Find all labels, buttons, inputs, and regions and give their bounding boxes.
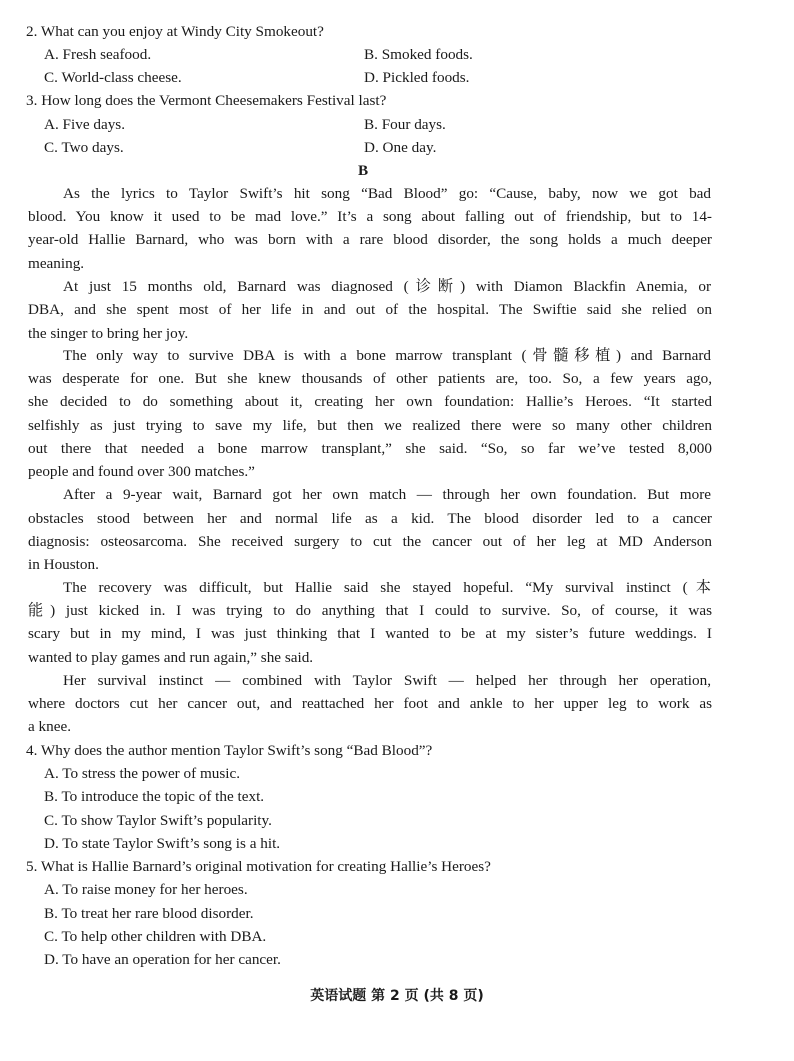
question-3-option-d: D. One day. <box>364 139 437 156</box>
question-2-stem: 2. What can you enjoy at Windy City Smokeout? <box>26 23 324 40</box>
page-footer: 英语试题 第 2 页 (共 8 页) <box>310 988 484 1004</box>
passage-line: obstacles stood between her and normal life as a kid. The blood disorder led to a cancer <box>28 510 712 527</box>
passage-line: scary but in my mind, I was just thinking that I wanted to be at my sister’s future weddings. I <box>28 625 712 642</box>
question-2-option-d: D. Pickled foods. <box>364 69 470 86</box>
question-4-option-c: C. To show Taylor Swift’s popularity. <box>44 812 272 829</box>
question-5-stem: 5. What is Hallie Barnard’s original motivation for creating Hallie’s Heroes? <box>26 858 491 875</box>
passage-line: wanted to play games and run again,” she said. <box>28 649 314 666</box>
passage-line: DBA, and she spent most of her life in and out of the hospital. The Swiftie said she relied on <box>28 301 712 318</box>
passage-line: she decided to do something about it, creating her own foundation: Hallie’s Heroes. “It started <box>28 393 712 410</box>
question-2-option-a: A. Fresh seafood. <box>44 46 152 63</box>
passage-line: a knee. <box>28 718 72 735</box>
passage-line: After a 9-year wait, Barnard got her own match — through her own foundation. But more <box>63 486 711 503</box>
question-3-option-b: B. Four days. <box>364 116 446 133</box>
passage-line: people and found over 300 matches.” <box>28 463 255 480</box>
question-2-option-c: C. World-class cheese. <box>44 69 182 86</box>
question-3-option-c: C. Two days. <box>44 139 124 156</box>
question-5-option-b: B. To treat her rare blood disorder. <box>44 905 254 922</box>
question-4-option-d: D. To state Taylor Swift’s song is a hit. <box>44 835 281 852</box>
passage-line: At just 15 months old, Barnard was diagnosed (诊断) with Diamon Blackfin Anemia, or <box>63 278 711 295</box>
passage-line: meaning. <box>28 255 85 272</box>
passage-line: where doctors cut her cancer out, and reattached her foot and ankle to her upper leg to work as <box>28 695 712 712</box>
passage-line: was desperate for one. But she knew thousands of other patients are, too. So, a few years ago, <box>28 370 712 387</box>
passage-line: The recovery was difficult, but Hallie said she stayed hopeful. “My survival instinct (本 <box>63 579 711 596</box>
passage-line: The only way to survive DBA is with a bone marrow transplant (骨髓移植) and Barnard <box>63 347 711 364</box>
passage-line: As the lyrics to Taylor Swift’s hit song “Bad Blood” go: “Cause, baby, now we got bad <box>63 185 711 202</box>
passage-line: blood. You know it used to be mad love.” It’s a song about falling out of friendship, but to 14- <box>28 208 712 225</box>
question-5-option-c: C. To help other children with DBA. <box>44 928 267 945</box>
question-4-stem: 4. Why does the author mention Taylor Swift’s song “Bad Blood”? <box>26 742 433 759</box>
question-2-option-b: B. Smoked foods. <box>364 46 473 63</box>
passage-line: selfishly as just trying to save my life, but then we realized there were so many other children <box>28 417 712 434</box>
passage-line: out there that needed a bone marrow transplant,” she said. “So, so far we’ve tested 8,000 <box>28 440 712 457</box>
passage-line: in Houston. <box>28 556 99 573</box>
question-4-option-b: B. To introduce the topic of the text. <box>44 788 265 805</box>
question-5-option-a: A. To raise money for her heroes. <box>44 881 248 898</box>
passage-line: Her survival instinct — combined with Taylor Swift — helped her through her operation, <box>63 672 711 689</box>
passage-line: year-old Hallie Barnard, who was born with a rare blood disorder, the song holds a much deeper <box>28 231 712 248</box>
passage-line: the singer to bring her joy. <box>28 325 189 342</box>
question-5-option-d: D. To have an operation for her cancer. <box>44 951 281 968</box>
section-heading-b: B <box>358 162 369 179</box>
question-4-option-a: A. To stress the power of music. <box>44 765 241 782</box>
question-3-option-a: A. Five days. <box>44 116 125 133</box>
passage-line: diagnosis: osteosarcoma. She received surgery to cut the cancer out of her leg at MD Anderson <box>28 533 712 550</box>
question-3-stem: 3. How long does the Vermont Cheesemakers Festival last? <box>26 92 387 109</box>
passage-line: 能) just kicked in. I was trying to do anything that I could to survive. So, of course, it was <box>28 602 712 619</box>
